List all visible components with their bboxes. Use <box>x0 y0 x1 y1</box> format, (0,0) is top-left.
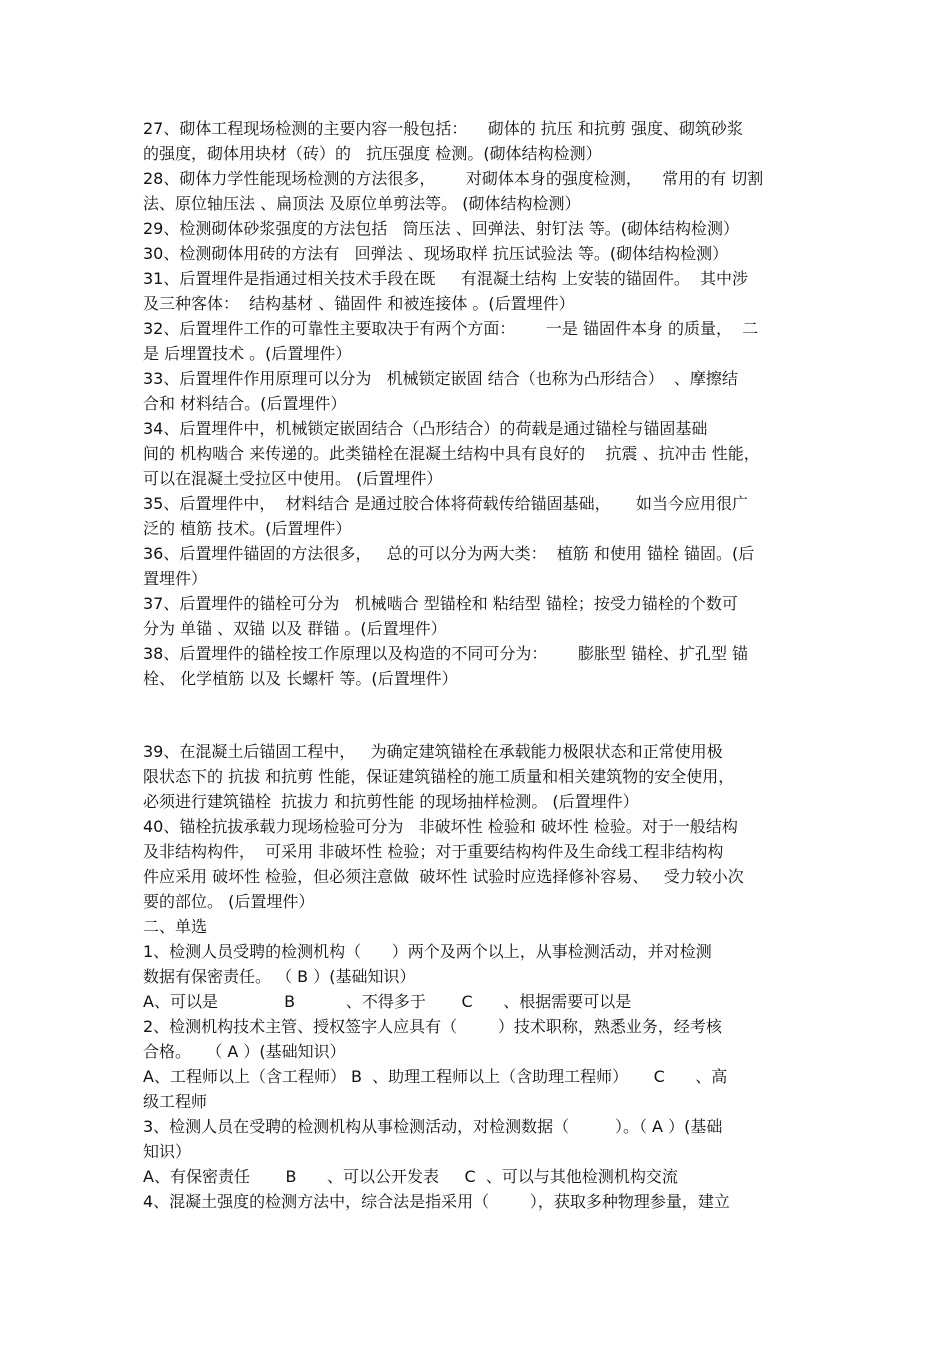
text-line: 件应采用 破坏性 检验，但必须注意做 破坏性 试验时应选择修补容易、 受力较小次 <box>143 867 744 886</box>
text-line: 知识） <box>143 1142 192 1161</box>
text-line: 法、原位轴压法 、扁顶法 及原位单剪法等。 (砌体结构检测） <box>143 194 581 213</box>
option-line: A、工程师以上（含工程师） B 、助理工程师以上（含助理工程师） C 、高 <box>143 1067 728 1086</box>
text-line: 置埋件） <box>143 569 208 588</box>
option-line: 级工程师 <box>143 1092 208 1111</box>
text-line: 34、后置埋件中，机械锁定嵌固结合（凸形结合）的荷载是通过锚栓与锚固基础 <box>143 419 708 438</box>
text-line: 间的 机构啮合 来传递的。此类锚栓在混凝土结构中具有良好的 抗震 、抗冲击 性能， <box>143 444 760 463</box>
text-line: 3、检测人员在受聘的检测机构从事检测活动，对检测数据（ ）。（ A ）(基础 <box>143 1117 723 1136</box>
text-line: 合和 材料结合。(后置埋件） <box>143 394 347 413</box>
text-line: 31、后置埋件是指通过相关技术手段在既 有混凝土结构 上安装的锚固件。 其中涉 <box>143 269 749 288</box>
text-line: 37、后置埋件的锚栓可分为 机械啮合 型锚栓和 粘结型 锚栓；按受力锚栓的个数可 <box>143 594 738 613</box>
option-line: A、有保密责任 B 、可以公开发表 C 、可以与其他检测机构交流 <box>143 1167 678 1186</box>
text-line: 的强度，砌体用块材（砖）的 抗压强度 检测。(砌体结构检测） <box>143 144 602 163</box>
text-line: 限状态下的 抗拔 和抗剪 性能，保证建筑锚栓的施工质量和相关建筑物的安全使用， <box>143 767 735 786</box>
text-line: 分为 单锚 、双锚 以及 群锚 。(后置埋件） <box>143 619 447 638</box>
text-line: 必须进行建筑锚栓 抗拔力 和抗剪性能 的现场抽样检测。 (后置埋件） <box>143 792 639 811</box>
text-line: 29、检测砌体砂浆强度的方法包括 筒压法 、回弹法、射钉法 等。(砌体结构检测） <box>143 219 740 238</box>
text-line: 数据有保密责任。 （ B ）(基础知识） <box>143 967 416 986</box>
text-line: 栓、 化学植筋 以及 长螺杆 等。(后置埋件） <box>143 669 458 688</box>
text-line: 4、混凝土强度的检测方法中，综合法是指采用（ ），获取多种物理参量，建立 <box>143 1192 730 1211</box>
text-line: 33、后置埋件作用原理可以分为 机械锁定嵌固 结合（也称为凸形结合） 、摩擦结 <box>143 369 738 388</box>
text-line: 27、砌体工程现场检测的主要内容一般包括： 砌体的 抗压 和抗剪 强度、砌筑砂浆 <box>143 119 743 138</box>
text-line: 可以在混凝土受拉区中使用。 (后置埋件） <box>143 469 443 488</box>
text-line: 及非结构构件， 可采用 非破坏性 检验；对于重要结构构件及生命线工程非结构构 <box>143 842 724 861</box>
text-line: 合格。 （ A ）(基础知识） <box>143 1042 346 1061</box>
text-line: 2、检测机构技术主管、授权签字人应具有（ ）技术职称，熟悉业务，经考核 <box>143 1017 722 1036</box>
text-line: 是 后埋置技术 。(后置埋件） <box>143 344 352 363</box>
text-line: 38、后置埋件的锚栓按工作原理以及构造的不同可分为： 膨胀型 锚栓、扩孔型 锚 <box>143 644 749 663</box>
section-heading: 二、单选 <box>143 917 208 936</box>
text-line: 要的部位。 (后置埋件） <box>143 892 315 911</box>
text-line: 35、后置埋件中， 材料结合 是通过胶合体将荷载传给锚固基础， 如当今应用很广 <box>143 494 749 513</box>
text-line: 36、后置埋件锚固的方法很多， 总的可以分为两大类： 植筋 和使用 锚栓 锚固。(后 <box>143 544 755 563</box>
text-line: 1、检测人员受聘的检测机构（ ）两个及两个以上，从事检测活动，并对检测 <box>143 942 712 961</box>
option-line: A、可以是 B 、不得多于 C 、根据需要可以是 <box>143 992 632 1011</box>
text-line: 30、检测砌体用砖的方法有 回弹法 、现场取样 抗压试验法 等。(砌体结构检测） <box>143 244 729 263</box>
text-line: 及三种客体： 结构基材 、锚固件 和被连接体 。(后置埋件） <box>143 294 575 313</box>
text-line: 39、在混凝土后锚固工程中， 为确定建筑锚栓在承载能力极限状态和正常使用极 <box>143 742 723 761</box>
text-line: 泛的 植筋 技术。(后置埋件） <box>143 519 352 538</box>
text-line: 28、砌体力学性能现场检测的方法很多， 对砌体本身的强度检测， 常用的有 切割 <box>143 169 764 188</box>
text-line: 40、锚栓抗拔承载力现场检验可分为 非破坏性 检验和 破坏性 检验。对于一般结构 <box>143 817 738 836</box>
text-line: 32、后置埋件工作的可靠性主要取决于有两个方面： 一是 锚固件本身 的质量， 二 <box>143 319 759 338</box>
